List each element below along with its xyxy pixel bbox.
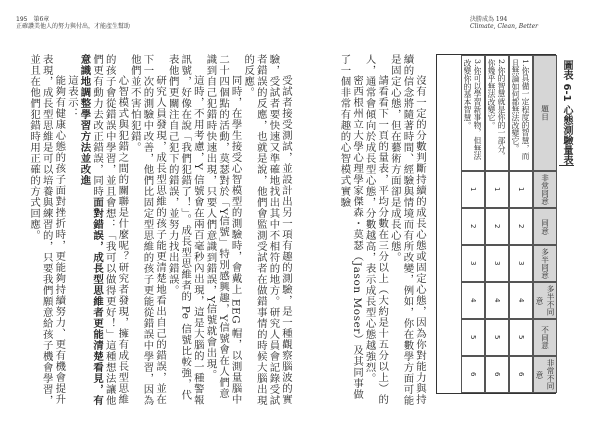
score-cell: 3	[509, 245, 533, 282]
score-cell: 4	[461, 282, 485, 319]
bold-key-phrase: 面對錯誤，成長型思維者更能清楚看見，有意識地調整學習方法並改進	[78, 54, 104, 406]
left-paragraph-1: 受試者接受測試，並設計出另一項有趣的測驗，是一種觀察腦波的實驗，受試者要快速又準確地找出其中不相符的地方。研究人員會記錄受試者錯誤的反應，也就是說，他們會監測受試者在做錯事情的時候大腦出現的反應。	[242, 54, 292, 406]
header-cell-3: 多半同意	[533, 245, 557, 282]
header-cell-6: 非常不同意	[533, 356, 557, 393]
question-item-1	[509, 55, 533, 171]
right-paragraph-2: 請看看下一頁的量表，平均分數在三分以上（大約是十五分以上）的人，通常會傾向於成長型心態，分數越高，表示成長型心態越強烈。	[363, 54, 389, 405]
score-cell: 5	[509, 319, 533, 356]
right-paragraph-3: 密西根州立大學心理學家傑森・莫瑟（Jason Moser）及其同事做了一個非常有趣的心智模式實驗	[338, 54, 364, 400]
question-number: 1.	[521, 59, 530, 67]
score-cell: 1	[485, 171, 509, 208]
score-cell: 1	[461, 171, 485, 208]
figure-title	[560, 60, 574, 166]
left-paragraph-7: 能夠有健康心態的孩子面對挫折時，更能夠持續努力、更有機會提升表現，成長型思維是可以培養與練習的，只要我們願意給孩子機會學習，並且在他們犯錯時用正確的方式回應。	[28, 54, 66, 406]
left-chapter-label: 第6章	[33, 16, 50, 23]
score-cell: 4	[485, 282, 509, 319]
question-number: 3.	[473, 59, 482, 67]
score-cell: 3	[485, 245, 509, 282]
header-cell-topic: 題目	[533, 55, 557, 171]
left-page-body	[28, 54, 292, 406]
left-paragraph-2: 同時，在學生接受心智模型的測驗時，會戴上 EEG 帽，以測量腦中二十四個點的活動，莫瑟對於「Y信號」特別感興趣，Y信號會在人們意識到自己犯錯時快速出現，只要人們意識到錯誤，Y信號就會出現。	[204, 54, 242, 405]
score-cell: 6	[485, 356, 509, 393]
question-text: 你具備一定程度的智慧，而且無論如何都無法改變它。	[511, 59, 530, 161]
question-item-3	[461, 55, 485, 171]
left-chapter-subtitle: 正確讚美他人的努力與付出，才能產生幫助	[16, 23, 131, 30]
question-number: 2.	[497, 59, 506, 67]
questionnaire-table	[436, 54, 556, 394]
right-paragraph-1: 沒有一定的分數判斷持續的成長心態或固定心態，因為你對能力與持續的信念將隨著時間、經驗與情境而有所改變，例如，你在數學方面可能是固定心態，但在藝術方面卻是成長心態。	[388, 54, 426, 406]
header-cell-2: 同意	[533, 208, 557, 245]
question-item-2	[485, 55, 509, 171]
score-cell: 2	[461, 208, 485, 245]
question-text: 你的智慧就是你的一部分，你幾乎無法改變它。	[487, 59, 506, 161]
right-book-subtitle: Climate, Clean, Better	[470, 23, 538, 30]
header-cell-4: 多半不同意	[533, 282, 557, 319]
left-paragraph-3: 這時，不用考慮，Y 信號會在兩百毫秒內出現，這是大腦的一種警報訊號，好像在說「我們犯錯了！」。成長型思維者的 Pe 信號比較強，代表他們更關注自己犯下的錯誤，並努力找出錯誤。	[166, 54, 204, 406]
header-cell-5: 不同意	[533, 319, 557, 356]
question-text: 你可以學習新事物，但無法改變你的基本智慧。	[463, 59, 482, 161]
score-cell: 5	[485, 319, 509, 356]
right-page-header	[470, 16, 585, 30]
score-cell: 2	[485, 208, 509, 245]
score-cell: 6	[461, 356, 485, 393]
score-cell: 6	[509, 356, 533, 393]
header-cell-1: 非常同意	[533, 171, 557, 208]
right-page-body	[300, 54, 426, 406]
left-paragraph-6: 這表示：	[65, 74, 78, 119]
figure-title-text: 圖表 6-1 心態測驗量表	[561, 60, 572, 166]
left-paragraph-5	[78, 54, 128, 406]
left-paragraph-4: 研究人員發現，成長型思維的孩子能更清楚地看出自己的錯誤，並在下一次的測驗中改善，他們比固定型思維的孩子更能從錯誤中學習，因為他們並不害怕犯錯。	[128, 54, 167, 406]
score-cell: 2	[509, 208, 533, 245]
left-page-header	[16, 16, 176, 30]
left-paragraph-5-text: 心智模式與犯錯之間的關聯是什麼呢？研究者發現，擁有成長型思維的孩子會從錯誤中學習，並且會想：「我可以做得更好！」這種想法讓他們更有動力去改正錯誤，同時	[91, 54, 129, 406]
mindset-questionnaire-figure	[436, 54, 574, 406]
score-cell: 5	[461, 319, 485, 356]
score-cell: 4	[509, 282, 533, 319]
score-cell: 1	[509, 171, 533, 208]
right-book-title: 決勝成為 194	[470, 16, 508, 23]
left-page-number: 195	[16, 16, 28, 23]
score-cell: 3	[461, 245, 485, 282]
